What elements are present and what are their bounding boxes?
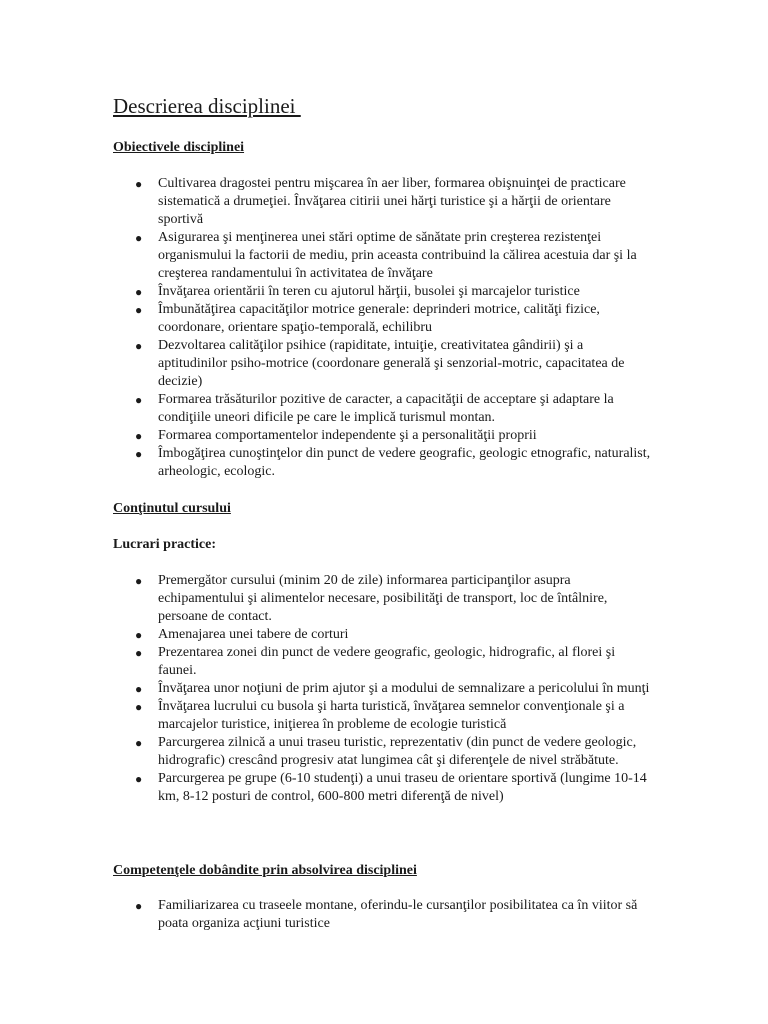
list-item: ● Formarea comportamentelor independente şi a personalităţii proprii <box>135 428 537 443</box>
bullet-icon: ● <box>135 736 143 750</box>
competencies-heading: Competenţele dobândite prin absolvirea disciplinei <box>113 863 417 878</box>
list-item: ● Învăţarea lucrului cu busola şi harta turistică, învăţarea semnelor convenţionale şi a marcajelor turistice, iniţierea în probleme de ecologie turistică <box>135 699 625 732</box>
list-item: ● Parcurgerea zilnică a unui traseu turistic, reprezentativ (din punct de vedere geologic, hidrografic) crescând progresiv atat lungimea cât şi diferenţele de nivel străbătute. <box>135 735 637 768</box>
bullet-icon: ● <box>135 177 143 191</box>
list-item: ● Îmbunătăţirea capacităţilor motrice generale: deprinderi motrice, calităţi fizice, coordonare, orientare spaţio-temporală, echilibru <box>135 302 600 335</box>
practical-work-heading: Lucrari practice: <box>113 537 217 552</box>
bullet-icon: ● <box>135 231 143 245</box>
course-content-heading: Conţinutul cursului <box>113 501 231 516</box>
bullet-icon: ● <box>135 574 143 588</box>
list-item: ● Premergător cursului (minim 20 de zile) informarea participanţilor asupra echipamentului şi alimentelor necesare, posibilităţi de transport, loc de întâlnire, persoane de contact. <box>135 573 608 624</box>
objectives-list <box>113 175 653 481</box>
bullet-icon: ● <box>135 339 143 353</box>
practical-work-list <box>113 572 653 806</box>
bullet-icon: ● <box>135 899 143 913</box>
bullet-icon: ● <box>135 429 143 443</box>
bullet-icon: ● <box>135 628 143 642</box>
list-item: ● Învăţarea unor noţiuni de prim ajutor şi a modului de semnalizare a pericolului în munţi <box>135 681 650 696</box>
list-item: ● Dezvoltarea calităţilor psihice (rapiditate, intuiţie, creativitatea gândirii) şi a aptitudinilor psiho-motrice (coordonare generală şi senzorial-motric, capacitatea de decizie) <box>135 338 625 389</box>
list-item: ● Amenajarea unei tabere de corturi <box>135 627 349 642</box>
bullet-icon: ● <box>135 772 143 786</box>
list-item: ● Parcurgerea pe grupe (6-10 studenţi) a unui traseu de orientare sportivă (lungime 10-14 km, 8-12 posturi de control, 600-800 metri diferenţă de nivel) <box>135 771 647 804</box>
list-item: ● Familiarizarea cu traseele montane, oferindu-le cursanţilor posibilitatea ca în viitor să poata organiza acţiuni turistice <box>135 898 638 931</box>
list-item: ● Asigurarea şi menţinerea unei stări optime de sănătate prin creşterea rezistenţei organismului la factorii de mediu, prin aceasta contribuind la călirea acestuia dar şi la creşterea randamentului în activitatea de învăţare <box>135 230 637 281</box>
list-item: ● Învăţarea orientării în teren cu ajutorul hărţii, busolei şi marcajelor turistice <box>135 284 580 299</box>
bullet-icon: ● <box>135 646 143 660</box>
bullet-icon: ● <box>135 285 143 299</box>
bullet-icon: ● <box>135 447 143 461</box>
bullet-icon: ● <box>135 682 143 696</box>
competencies-list <box>113 897 653 933</box>
list-item: ● Cultivarea dragostei pentru mişcarea în aer liber, formarea obişnuinţei de practicare sistematică a drumeţiei. Învăţarea citirii unei hărţi turistice şi a hărţii de orientare sportivă <box>135 176 626 227</box>
list-item: ● Formarea trăsăturilor pozitive de caracter, a capacităţii de acceptare şi adaptare la condiţiile uneori dificile pe care le implică turismul montan. <box>135 392 614 425</box>
bullet-icon: ● <box>135 303 143 317</box>
list-item: ● Îmbogăţirea cunoştinţelor din punct de vedere geografic, geologic etnografic, naturalist, arheologic, ecologic. <box>135 446 651 479</box>
bullet-icon: ● <box>135 393 143 407</box>
list-item: ● Prezentarea zonei din punct de vedere geografic, geologic, hidrografic, al florei şi faunei. <box>135 645 616 678</box>
objectives-heading: Obiectivele disciplinei <box>113 140 245 155</box>
bullet-icon: ● <box>135 700 143 714</box>
document-title: Descrierea disciplinei <box>113 94 301 118</box>
